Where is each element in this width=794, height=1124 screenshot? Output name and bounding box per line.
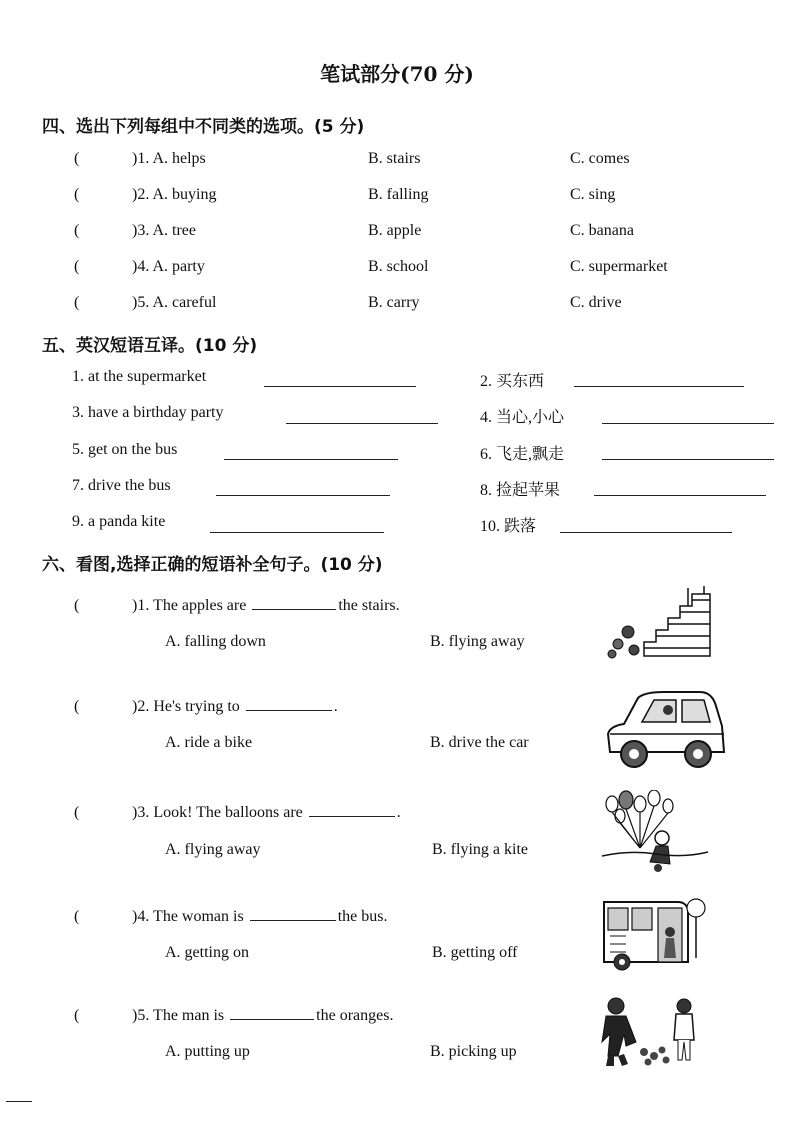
option-a: )5. A. careful <box>132 294 217 311</box>
phrase-en: 5. get on the bus <box>72 441 178 458</box>
question-text: )4. The woman is the bus. <box>132 908 388 925</box>
section4-heading: 四、选出下列每组中不同类的选项。(5 分) <box>42 117 365 137</box>
apples-stairs-picture <box>604 586 712 660</box>
footer-rule <box>6 1101 32 1102</box>
car-picture <box>604 690 728 770</box>
option-a: A. ride a bike <box>165 734 253 751</box>
phrase-zh: 10. 跌落 <box>480 518 537 535</box>
answer-paren: ( <box>74 294 80 311</box>
option-b: B. drive the car <box>430 734 529 751</box>
option-b: B. picking up <box>430 1043 517 1060</box>
answer-line[interactable] <box>216 495 390 496</box>
answer-blank[interactable] <box>309 815 395 817</box>
answer-paren: ( <box>74 597 80 614</box>
question-text: )1. The apples are the stairs. <box>132 597 400 614</box>
phrase-en: 1. at the supermarket <box>72 368 207 385</box>
option-b: B. getting off <box>432 944 518 961</box>
answer-paren: ( <box>74 908 80 925</box>
option-b: B. flying a kite <box>432 841 528 858</box>
option-b: B. stairs <box>368 150 421 167</box>
option-a: A. flying away <box>165 841 261 858</box>
answer-line[interactable] <box>574 386 744 387</box>
option-c: C. sing <box>570 186 616 203</box>
answer-line[interactable] <box>602 423 774 424</box>
answer-line[interactable] <box>264 386 416 387</box>
page-title: 笔试部分(70 分) <box>320 62 474 86</box>
option-b: B. flying away <box>430 633 525 650</box>
answer-paren: ( <box>74 804 80 821</box>
phrase-en: 3. have a birthday party <box>72 404 224 421</box>
answer-blank[interactable] <box>250 919 336 921</box>
option-b: B. falling <box>368 186 429 203</box>
bus-picture <box>602 896 708 972</box>
answer-line[interactable] <box>210 532 384 533</box>
question-text: )2. He's trying to . <box>132 698 338 715</box>
option-a: )1. A. helps <box>132 150 206 167</box>
phrase-zh: 6. 飞走,飘走 <box>480 446 565 463</box>
option-a: A. putting up <box>165 1043 250 1060</box>
section6-heading: 六、看图,选择正确的短语补全句子。(10 分) <box>42 555 383 575</box>
option-c: C. supermarket <box>570 258 668 275</box>
question-text: )3. Look! The balloons are . <box>132 804 401 821</box>
answer-line[interactable] <box>594 495 766 496</box>
option-c: C. comes <box>570 150 630 167</box>
phrase-en: 7. drive the bus <box>72 477 171 494</box>
answer-paren: ( <box>74 1007 80 1024</box>
answer-paren: ( <box>74 258 80 275</box>
answer-paren: ( <box>74 186 80 203</box>
option-b: B. carry <box>368 294 420 311</box>
option-a: )3. A. tree <box>132 222 196 239</box>
option-b: B. apple <box>368 222 422 239</box>
option-c: C. drive <box>570 294 622 311</box>
section5-heading: 五、英汉短语互译。(10 分) <box>42 336 258 356</box>
answer-blank[interactable] <box>230 1018 314 1020</box>
answer-line[interactable] <box>286 423 438 424</box>
phrase-zh: 4. 当心,小心 <box>480 409 565 426</box>
phrase-zh: 8. 捡起苹果 <box>480 482 561 499</box>
answer-line[interactable] <box>560 532 732 533</box>
answer-line[interactable] <box>602 459 774 460</box>
answer-blank[interactable] <box>252 608 336 610</box>
option-a: )2. A. buying <box>132 186 217 203</box>
oranges-picture <box>596 994 706 1070</box>
answer-paren: ( <box>74 698 80 715</box>
option-b: B. school <box>368 258 429 275</box>
answer-line[interactable] <box>224 459 398 460</box>
phrase-zh: 2. 买东西 <box>480 373 545 390</box>
answer-blank[interactable] <box>246 709 332 711</box>
option-a: A. getting on <box>165 944 249 961</box>
option-a: )4. A. party <box>132 258 205 275</box>
phrase-en: 9. a panda kite <box>72 513 166 530</box>
option-c: C. banana <box>570 222 634 239</box>
question-text: )5. The man is the oranges. <box>132 1007 394 1024</box>
option-a: A. falling down <box>165 633 266 650</box>
balloons-picture <box>600 790 710 874</box>
answer-paren: ( <box>74 222 80 239</box>
answer-paren: ( <box>74 150 80 167</box>
